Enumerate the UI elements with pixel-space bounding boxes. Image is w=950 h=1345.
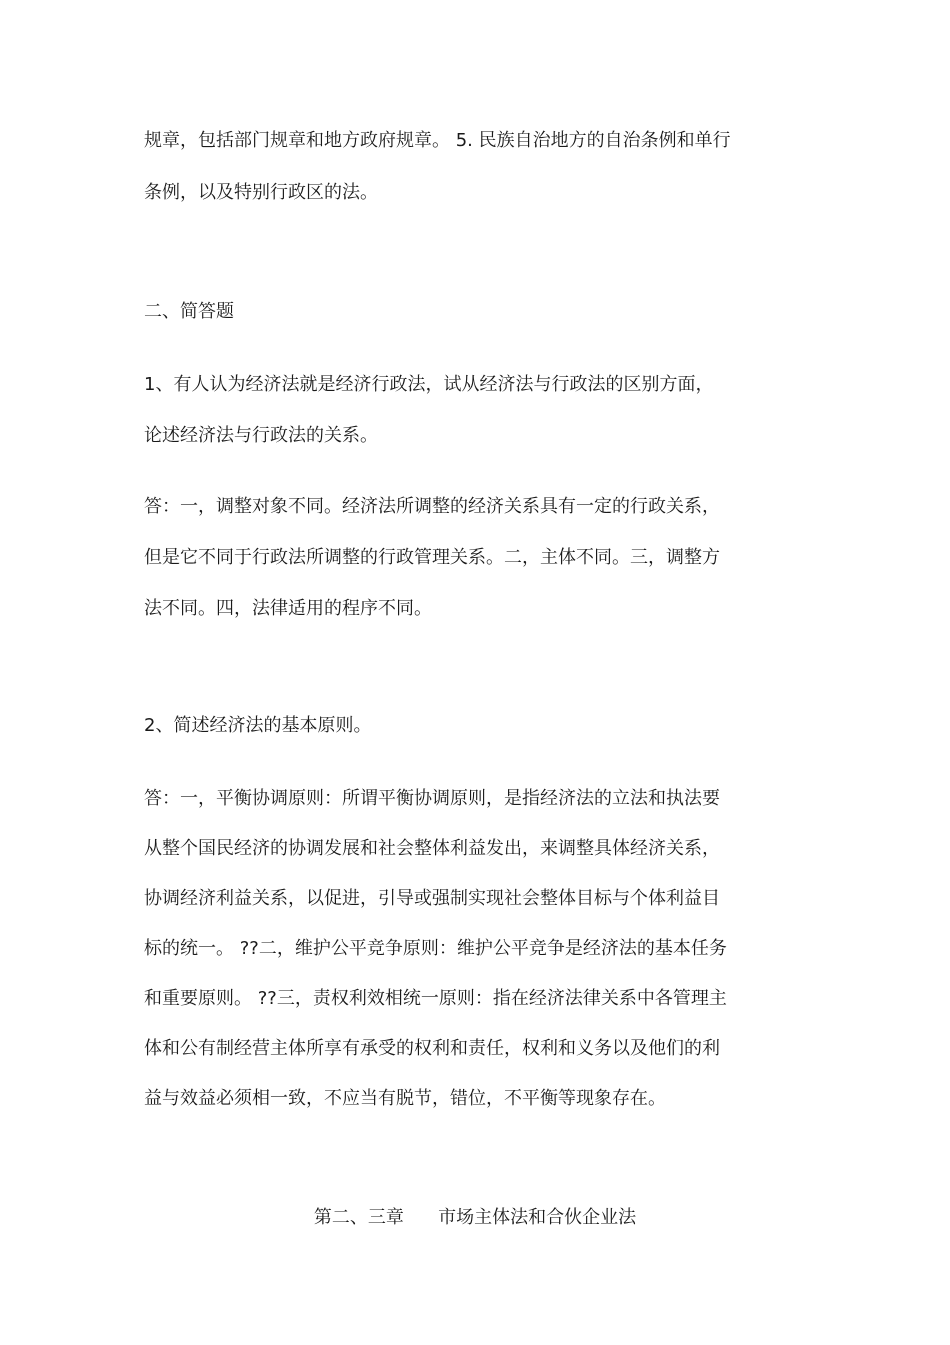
answer-2-line-3: 协调经济利益关系，以促进，引导或强制实现社会整体目标与个体利益目: [144, 888, 720, 909]
answer-1-line-1: 答：一，调整对象不同。经济法所调整的经济关系具有一定的行政关系，: [144, 496, 720, 517]
question-2-line-1: 2、简述经济法的基本原则。: [144, 715, 372, 736]
question-1-line-2: 论述经济法与行政法的关系。: [144, 425, 378, 446]
answer-2-line-7: 益与效益必须相一致，不应当有脱节，错位，不平衡等现象存在。: [144, 1088, 666, 1109]
answer-1-line-3: 法不同。四，法律适用的程序不同。: [144, 598, 432, 619]
chapter-heading: 第二、三章 市场主体法和合伙企业法: [313, 1207, 637, 1228]
continuation-line-2: 条例，以及特别行政区的法。: [144, 182, 378, 203]
answer-2-line-6: 体和公有制经营主体所享有承受的权利和责任，权利和义务以及他们的利: [144, 1038, 720, 1059]
answer-2-line-4: 标的统一。 ??二，维护公平竞争原则：维护公平竞争是经济法的基本任务: [144, 938, 727, 959]
answer-2-line-1: 答：一，平衡协调原则：所谓平衡协调原则，是指经济法的立法和执法要: [144, 788, 720, 809]
answer-1-line-2: 但是它不同于行政法所调整的行政管理关系。二，主体不同。三，调整方: [144, 547, 720, 568]
answer-2-line-5: 和重要原则。 ??三，责权利效相统一原则：指在经济法律关系中各管理主: [144, 988, 727, 1009]
answer-2-line-2: 从整个国民经济的协调发展和社会整体利益发出，来调整具体经济关系，: [144, 838, 720, 859]
section-heading: 二、简答题: [144, 301, 234, 322]
continuation-line-1: 规章，包括部门规章和地方政府规章。 5. 民族自治地方的自治条例和单行: [144, 130, 731, 151]
question-1-line-1: 1、有人认为经济法就是经济行政法，试从经济法与行政法的区别方面，: [144, 374, 714, 395]
